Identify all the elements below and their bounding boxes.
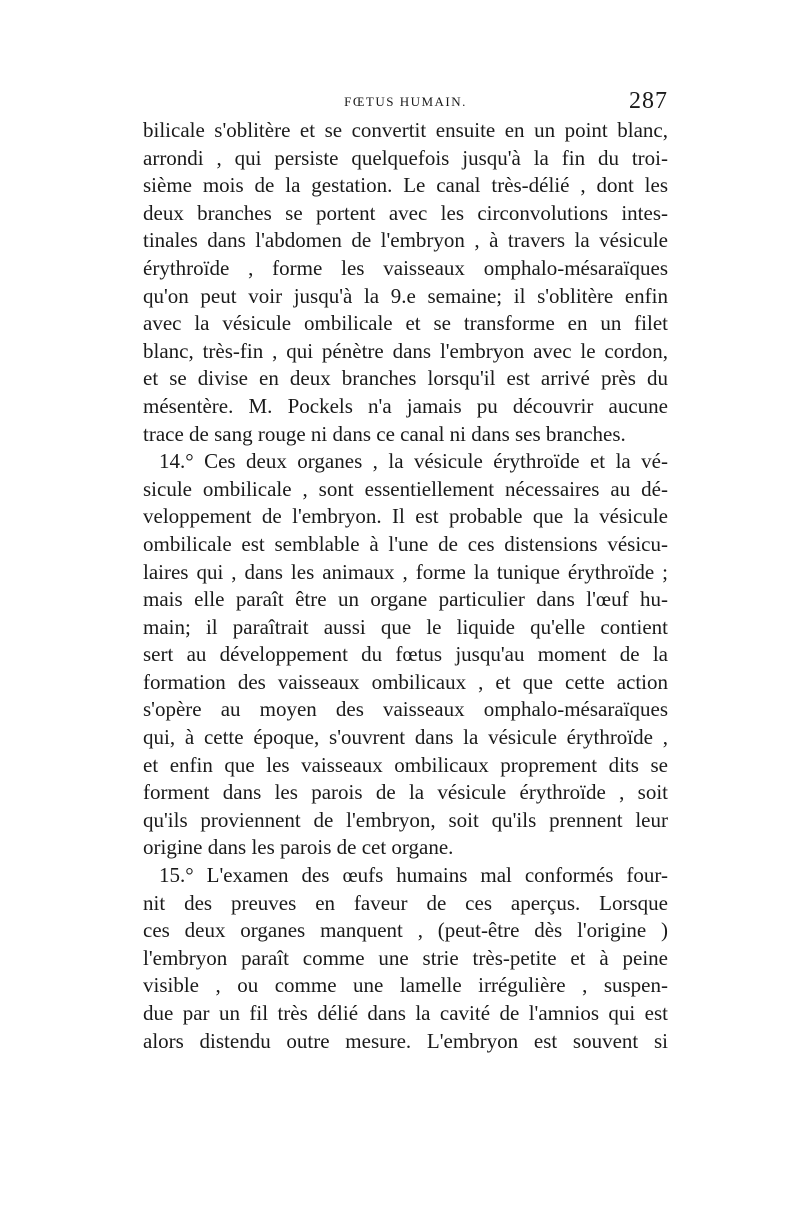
text-line: origine dans les parois de cet organe. [143, 835, 454, 860]
body-text [143, 117, 668, 1055]
text-line: deux branches se portent avec les circonvolutions intes- [143, 200, 668, 225]
running-head [143, 88, 668, 118]
text-line: avec la vésicule ombilicale et se transforme en un filet [143, 311, 668, 336]
text-line: ces deux organes manquent , (peut-être dès l'origine ) [143, 918, 668, 943]
text-line: due par un fil très délié dans la cavité de l'amnios qui est [143, 1001, 668, 1025]
text-line: visible , ou comme une lamelle irrégulière , suspen- [143, 973, 668, 998]
page-number: 287 [629, 88, 668, 114]
text-line: bilicale s'oblitère et se convertit ensuite en un point blanc, [143, 118, 668, 142]
text-line: alors distendu outre mesure. L'embryon est souvent si [143, 1028, 668, 1053]
text-line: érythroïde , forme les vaisseaux omphalo-mésaraïques [143, 255, 668, 280]
text-line: mais elle paraît être un organe particulier dans l'œuf hu- [143, 587, 668, 612]
text-line: blanc, très-fin , qui pénètre dans l'embryon avec le cordon, [143, 338, 668, 363]
text-line: l'embryon paraît comme une strie très-petite et à peine [143, 945, 668, 970]
text-line: 15.° L'examen des œufs humains mal conformés four- [159, 863, 668, 888]
text-line: s'opère au moyen des vaisseaux omphalo-mésaraïques [143, 697, 668, 722]
text-line: nit des preuves en faveur de ces aperçus. Lorsque [143, 890, 668, 915]
text-line: tinales dans l'abdomen de l'embryon , à travers la vésicule [143, 228, 668, 253]
running-title: FŒTUS HUMAIN. [344, 94, 467, 109]
text-line: formation des vaisseaux ombilicaux , et que cette action [143, 669, 668, 694]
text-line: ombilicale est semblable à l'une de ces distensions vésicu- [143, 531, 668, 556]
text-line: 14.° Ces deux organes , la vésicule érythroïde et la vé- [159, 449, 668, 474]
text-line: main; il paraîtrait aussi que le liquide qu'elle contient [143, 614, 668, 639]
text-line: et se divise en deux branches lorsqu'il est arrivé près du [143, 366, 668, 391]
text-line: qu'ils proviennent de l'embryon, soit qu'ils prennent leur [143, 807, 668, 832]
text-line: et enfin que les vaisseaux ombilicaux proprement dits se [143, 752, 668, 777]
text-line: sert au développement du fœtus jusqu'au moment de la [143, 642, 668, 667]
text-line: sicule ombilicale , sont essentiellement nécessaires au dé- [143, 476, 668, 501]
text-line: trace de sang rouge ni dans ce canal ni dans ses branches. [143, 421, 626, 446]
text-line: laires qui , dans les animaux , forme la tunique érythroïde ; [143, 559, 668, 584]
text-line: qu'on peut voir jusqu'à la 9.e semaine; il s'oblitère enfin [143, 283, 668, 308]
text-line: sième mois de la gestation. Le canal très-délié , dont les [143, 173, 668, 198]
text-line: qui, à cette époque, s'ouvrent dans la vésicule érythroïde , [143, 725, 668, 750]
text-line: mésentère. M. Pockels n'a jamais pu découvrir aucune [143, 393, 668, 418]
text-line: veloppement de l'embryon. Il est probable que la vésicule [143, 504, 668, 529]
text-line: arrondi , qui persiste quelquefois jusqu'à la fin du troi- [143, 145, 668, 170]
text-line: forment dans les parois de la vésicule érythroïde , soit [143, 780, 668, 805]
